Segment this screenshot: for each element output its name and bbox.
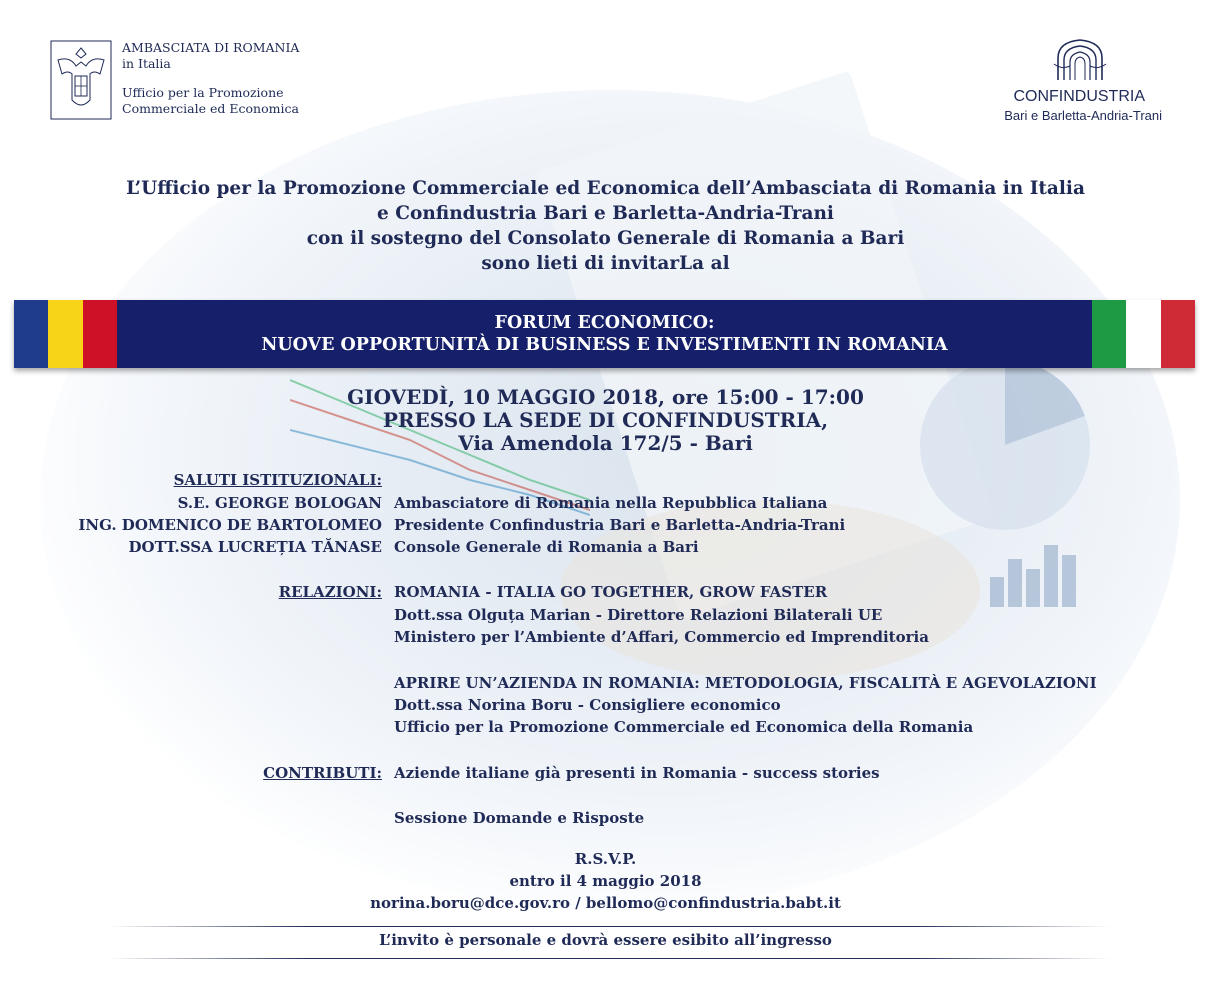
contributi-label: CONTRIBUTI: — [263, 764, 382, 782]
embassy-name: AMBASCIATA DI ROMANIA — [122, 40, 300, 55]
speaker-name: ING. DOMENICO DE BARTOLOMEO — [78, 516, 382, 534]
romanian-coat-of-arms-icon — [50, 40, 112, 120]
embassy-office-line1: Ufficio per la Promozione — [122, 85, 284, 100]
italian-flag-white-stripe — [1126, 300, 1161, 368]
speaker-role: Console Generale di Romania a Bari — [394, 538, 699, 556]
italian-flag-red-stripe — [1161, 300, 1195, 368]
event-date: GIOVEDÌ, 10 MAGGIO 2018, ore 15:00 - 17:00 — [347, 385, 864, 409]
rsvp-emails[interactable]: norina.boru@dce.gov.ro / bellomo@confindustria.babt.it — [370, 894, 841, 912]
relazione-title: APRIRE UN’AZIENDA IN ROMANIA: METODOLOGIA, FISCALITÀ E AGEVOLAZIONI — [394, 674, 1097, 692]
intro-line: con il sostegno del Consolato Generale di Romania a Bari — [306, 228, 905, 249]
embassy-header — [122, 40, 299, 117]
relazione-speaker: Dott.ssa Olguța Marian - Direttore Relazioni Bilaterali UE — [394, 606, 883, 624]
footer-divider-top — [110, 926, 1110, 927]
romanian-flag-yellow-stripe — [48, 300, 83, 368]
forum-title-line2: NUOVE OPPORTUNITÀ DI BUSINESS E INVESTIMENTI IN ROMANIA — [261, 335, 948, 355]
intro-line: sono lieti di invitarLa al — [481, 253, 730, 274]
contributi-text: Aziende italiane già presenti in Romania - success stories — [394, 764, 880, 782]
embassy-country: in Italia — [122, 56, 171, 71]
footer-note: L’invito è personale e dovrà essere esibito all’ingresso — [379, 931, 832, 949]
forum-title-line1: FORUM ECONOMICO: — [494, 313, 715, 333]
confindustria-subtitle: Bari e Barletta-Andria-Trani — [1004, 108, 1162, 123]
romanian-flag-red-stripe — [83, 300, 117, 368]
event-address: Via Amendola 172/5 - Bari — [458, 431, 753, 455]
italian-flag-green-stripe — [1092, 300, 1126, 368]
saluti-label: SALUTI ISTITUZIONALI: — [173, 471, 382, 489]
relazione-speaker: Dott.ssa Norina Boru - Consigliere economico — [394, 696, 781, 714]
intro-line: L’Ufficio per la Promozione Commerciale ed Economica dell’Ambasciata di Romania in Italia — [126, 178, 1085, 199]
rsvp-deadline: entro il 4 maggio 2018 — [509, 872, 702, 890]
rsvp-title: R.S.V.P. — [574, 850, 637, 868]
relazione-title: ROMANIA - ITALIA GO TOGETHER, GROW FASTER — [394, 583, 828, 601]
confindustria-name: CONFINDUSTRIA — [1013, 88, 1145, 105]
speaker-name: DOTT.SSA LUCREȚIA TĂNASE — [128, 538, 382, 556]
forum-title-banner — [14, 300, 1195, 368]
speaker-name: S.E. GEORGE BOLOGAN — [177, 494, 382, 512]
event-venue: PRESSO LA SEDE DI CONFINDUSTRIA, — [382, 408, 829, 432]
speaker-role: Ambasciatore di Romania nella Repubblica Italiana — [394, 494, 828, 512]
rsvp-block — [0, 848, 1211, 914]
intro-line: e Confindustria Bari e Barletta-Andria-Trani — [377, 203, 834, 224]
embassy-office-line2: Commerciale ed Economica — [122, 101, 299, 116]
relazioni-label: RELAZIONI: — [278, 583, 382, 601]
relazione-organization: Ministero per l’Ambiente d’Affari, Commercio ed Imprenditoria — [394, 628, 929, 646]
forum-title — [117, 300, 1092, 368]
event-details — [0, 386, 1211, 455]
confindustria-logo-icon — [1052, 36, 1108, 84]
invitation-intro — [0, 176, 1211, 276]
romanian-flag-blue-stripe — [14, 300, 48, 368]
relazione-organization: Ufficio per la Promozione Commerciale ed Economica della Romania — [394, 718, 974, 736]
qa-session: Sessione Domande e Risposte — [394, 809, 645, 827]
footer-divider-bottom — [110, 958, 1110, 959]
speaker-role: Presidente Confindustria Bari e Barletta-Andria-Trani — [394, 516, 846, 534]
